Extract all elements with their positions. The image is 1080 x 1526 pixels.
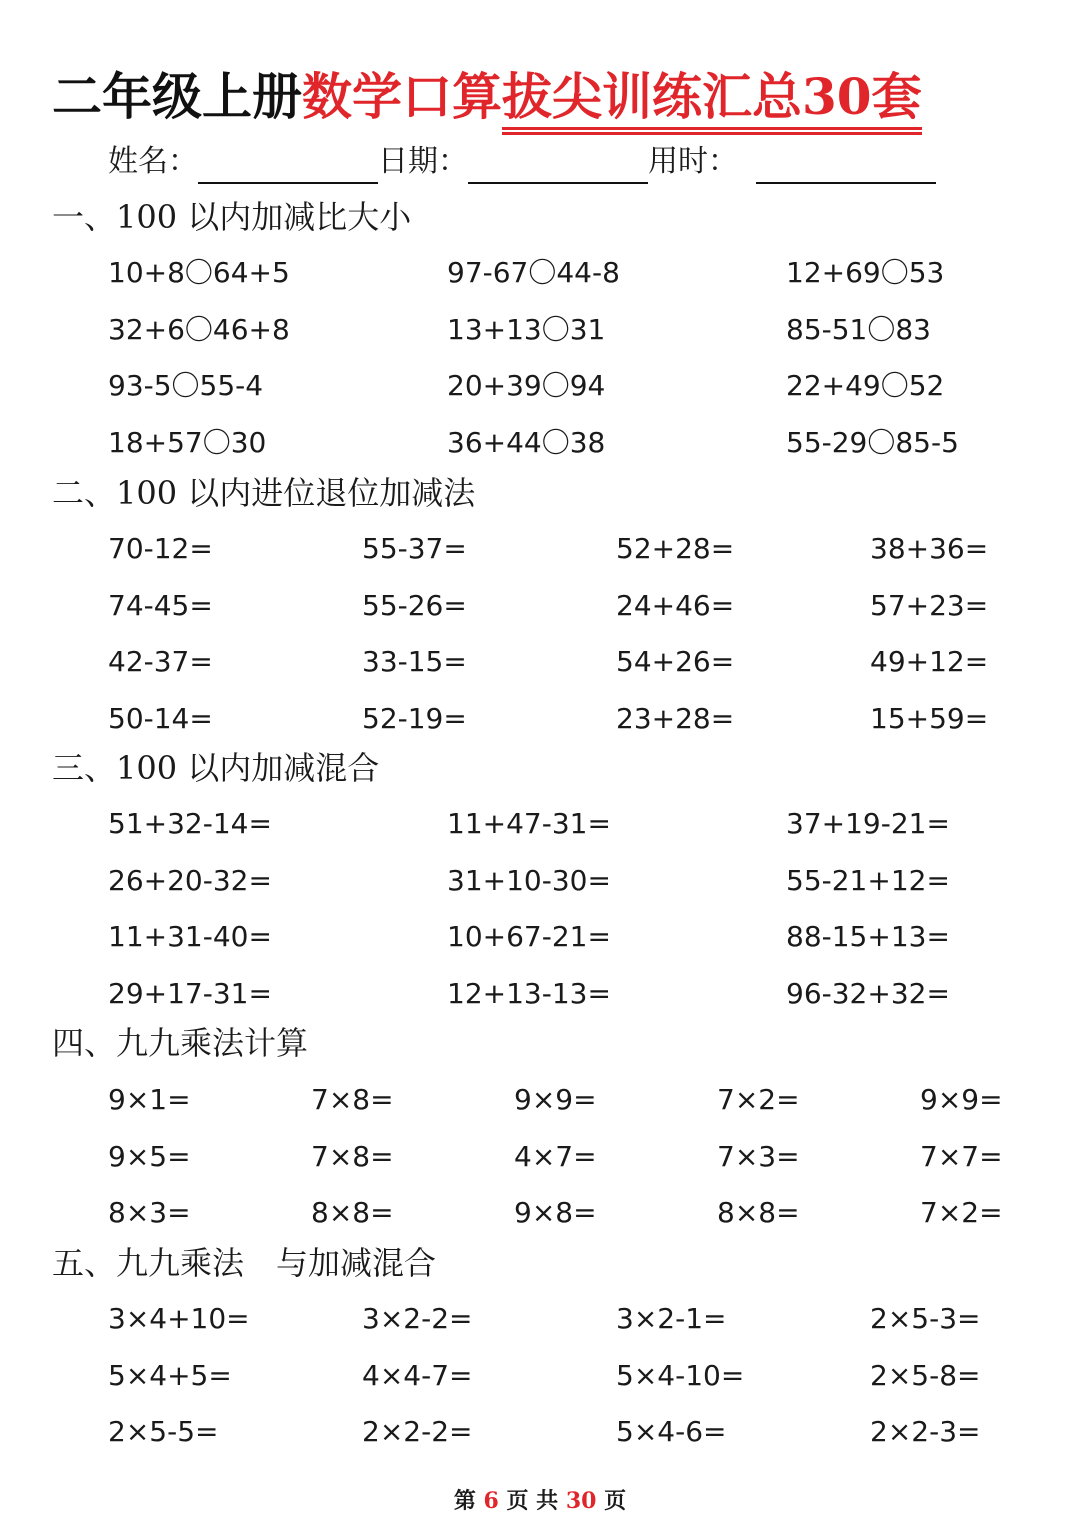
problem: 5×4-10=	[616, 1358, 745, 1392]
problem: 9×1=	[108, 1083, 191, 1116]
problem: 96-32+32=	[786, 976, 950, 1010]
page-footer	[0, 1484, 1080, 1518]
problem: 3×2-1=	[616, 1302, 727, 1335]
time-label: 用时：	[648, 144, 738, 179]
problem: 2×2-3=	[870, 1415, 981, 1448]
problem: 3×4+10=	[108, 1302, 250, 1335]
worksheet-title	[52, 62, 1052, 132]
student-info-row	[108, 140, 936, 184]
problem: 18+57〇30	[108, 425, 267, 459]
problem: 7×7=	[920, 1139, 1003, 1173]
problem: 13+13〇31	[447, 312, 606, 346]
problem: 55-21+12=	[786, 863, 950, 897]
problem: 50-14=	[108, 701, 213, 735]
problem: 70-12=	[108, 532, 213, 565]
problem: 4×7=	[514, 1139, 597, 1173]
problem: 49+12=	[870, 645, 989, 678]
problem: 55-29〇85-5	[786, 425, 959, 459]
problem: 7×3=	[717, 1139, 800, 1173]
problem: 8×8=	[717, 1196, 800, 1229]
problem: 9×8=	[514, 1196, 597, 1229]
problem: 57+23=	[870, 588, 989, 622]
problem: 15+59=	[870, 701, 989, 735]
problem: 11+31-40=	[108, 920, 272, 953]
section-5-title: 五、九九乘法 与加减混合	[52, 1244, 437, 1282]
problem: 9×5=	[108, 1139, 191, 1173]
title-collection: 拔尖训练汇总30套	[502, 69, 922, 130]
problem: 54+26=	[616, 645, 735, 678]
problem: 7×2=	[717, 1083, 800, 1116]
problem: 2×5-5=	[108, 1415, 219, 1448]
problem: 7×8=	[311, 1139, 394, 1173]
problem: 52+28=	[616, 532, 735, 565]
problem: 55-26=	[362, 588, 467, 622]
section-2-title: 二、100 以内进位退位加减法	[52, 474, 476, 512]
problem: 22+49〇52	[786, 369, 945, 402]
problem: 9×9=	[514, 1083, 597, 1116]
footer-prefix: 第	[453, 1488, 476, 1514]
problem: 10+67-21=	[447, 920, 611, 953]
problem: 23+28=	[616, 701, 735, 735]
section-1-title: 一、100 以内加减比大小	[52, 198, 412, 236]
problem: 32+6〇46+8	[108, 312, 290, 346]
problem: 55-37=	[362, 532, 467, 565]
footer-suffix: 页	[604, 1488, 627, 1514]
problem: 97-67〇44-8	[447, 256, 620, 289]
problem: 74-45=	[108, 588, 213, 622]
total-pages-number: 30	[565, 1488, 597, 1514]
problem: 8×3=	[108, 1196, 191, 1229]
problem: 7×2=	[920, 1196, 1003, 1229]
problem: 42-37=	[108, 645, 213, 678]
date-label: 日期：	[378, 144, 468, 179]
problem: 88-15+13=	[786, 920, 950, 953]
title-grade: 二年级上册	[52, 67, 302, 126]
problem: 2×5-3=	[870, 1302, 981, 1335]
problem: 5×4-6=	[616, 1415, 727, 1448]
problem: 85-51〇83	[786, 312, 931, 346]
current-page-number: 6	[483, 1488, 499, 1514]
section-4-title: 四、九九乘法计算	[52, 1024, 309, 1062]
problem: 12+13-13=	[447, 976, 611, 1010]
section-3-title: 三、100 以内加减混合	[52, 749, 380, 787]
problem: 52-19=	[362, 701, 467, 735]
problem: 5×4+5=	[108, 1358, 232, 1392]
problem: 24+46=	[616, 588, 735, 622]
problem: 9×9=	[920, 1083, 1003, 1116]
problem: 7×8=	[311, 1083, 394, 1116]
problem: 26+20-32=	[108, 863, 272, 897]
problem: 37+19-21=	[786, 807, 950, 840]
problem: 93-5〇55-4	[108, 369, 264, 402]
footer-middle: 页 共	[506, 1488, 559, 1514]
problem: 2×2-2=	[362, 1415, 473, 1448]
problem: 38+36=	[870, 532, 989, 565]
problem: 20+39〇94	[447, 369, 606, 402]
problem: 8×8=	[311, 1196, 394, 1229]
problem: 51+32-14=	[108, 807, 272, 840]
time-blank[interactable]	[756, 146, 936, 184]
title-subject: 数学口算	[302, 67, 502, 126]
name-label: 姓名：	[108, 144, 198, 179]
problem: 3×2-2=	[362, 1302, 473, 1335]
problem: 29+17-31=	[108, 976, 272, 1010]
problem: 33-15=	[362, 645, 467, 678]
problem: 4×4-7=	[362, 1358, 473, 1392]
name-blank[interactable]	[198, 146, 378, 184]
problem: 2×5-8=	[870, 1358, 981, 1392]
problem: 11+47-31=	[447, 807, 611, 840]
problem: 36+44〇38	[447, 425, 606, 459]
problem: 10+8〇64+5	[108, 256, 290, 289]
problem: 31+10-30=	[447, 863, 611, 897]
date-blank[interactable]	[468, 146, 648, 184]
problem: 12+69〇53	[786, 256, 945, 289]
